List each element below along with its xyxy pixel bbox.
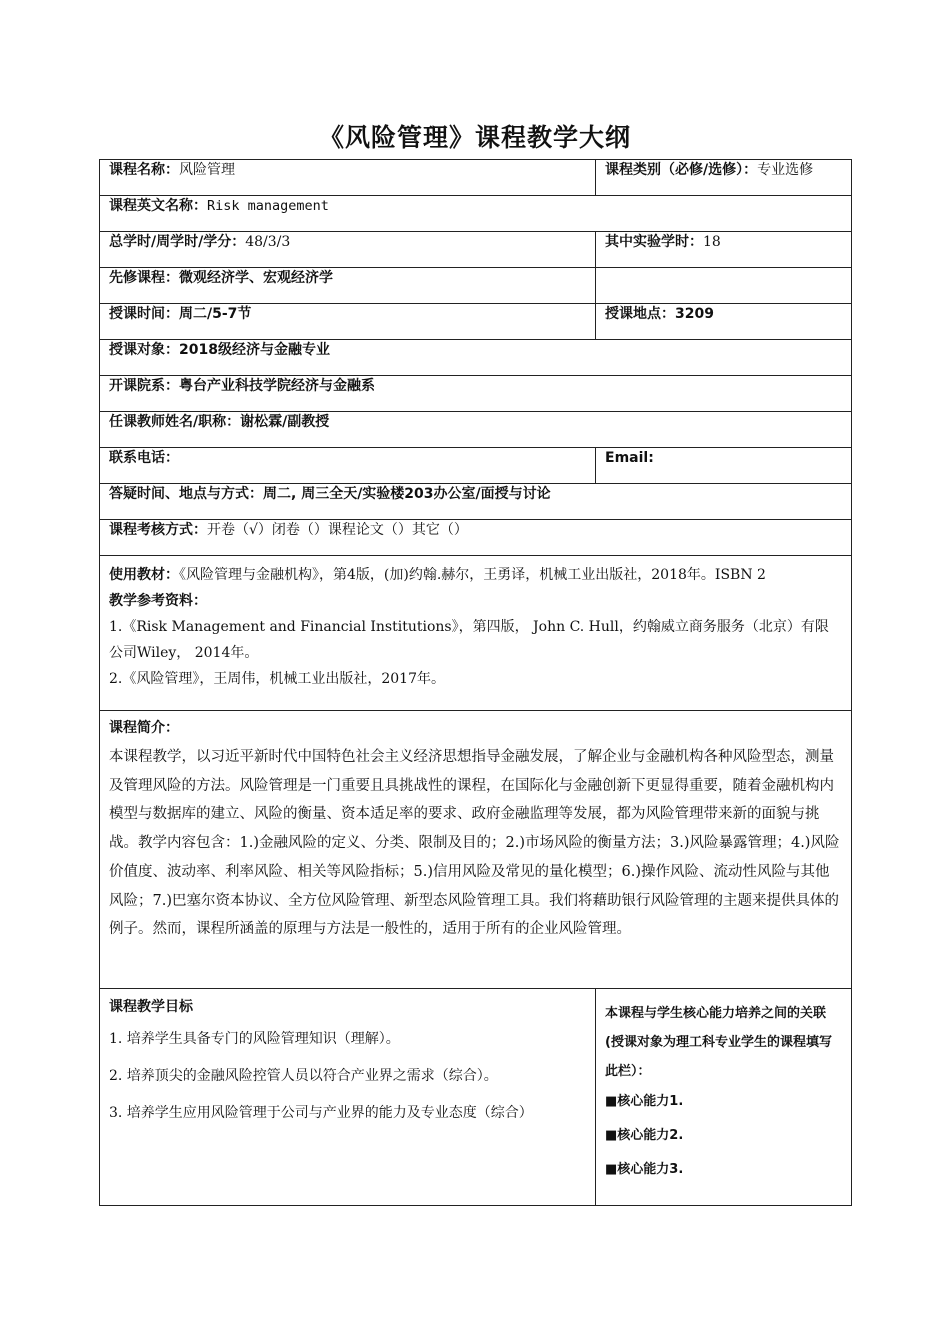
hours-value: 48/3/3 [245, 234, 291, 250]
cell-empty [596, 268, 852, 304]
cell-phone [100, 448, 596, 484]
audience-value: 2018级经济与金融专业 [179, 342, 330, 358]
ref-item: 2.《风险管理》，王周伟，机械工业出版社，2017年。 [109, 671, 445, 687]
row-intro [100, 711, 852, 989]
cell-english-name [100, 196, 852, 232]
cell-hours [100, 232, 596, 268]
cell-audience [100, 340, 852, 376]
cell-core-abilities [596, 989, 852, 1206]
teacher-value: 谢松霖/副教授 [240, 414, 330, 430]
row-course-name [100, 160, 852, 196]
core-abilities-label: 本课程与学生核心能力培养之间的关联(授课对象为理工科专业学生的课程填写此栏）： [605, 1006, 832, 1079]
cell-place [596, 304, 852, 340]
english-name-label: 课程英文名称： [109, 198, 207, 214]
cell-time [100, 304, 596, 340]
course-name-label: 课程名称： [109, 162, 179, 178]
row-books [100, 556, 852, 711]
time-value: 周二/5-7节 [179, 306, 252, 322]
place-value: 3209 [675, 306, 714, 322]
page-title: 《风险管理》课程教学大纲 [318, 123, 631, 152]
goal-item: 2. 培养顶尖的金融风险控管人员以符合产业界之需求（综合）。 [109, 1068, 498, 1084]
intro-label: 课程简介： [109, 720, 179, 736]
time-label: 授课时间： [109, 306, 179, 322]
row-time-place [100, 304, 852, 340]
cell-email [596, 448, 852, 484]
phone-label: 联系电话： [109, 450, 179, 466]
english-name-value: Risk management [207, 198, 329, 214]
core-ability-item: ■核心能力1. [605, 1094, 684, 1109]
cell-exam [100, 520, 852, 556]
row-english-name [100, 196, 852, 232]
office-value: 周二, 周三全天/实验楼203办公室/面授与讨论 [263, 486, 551, 502]
row-teacher [100, 412, 852, 448]
cell-goals [100, 989, 596, 1206]
cell-lab-hours [596, 232, 852, 268]
lab-hours-label: 其中实验学时： [605, 234, 703, 250]
textbook-line [109, 562, 842, 588]
intro-body: 本课程教学，以习近平新时代中国特色社会主义经济思想指导金融发展，了解企业与金融机构各种风险型态，测量及管理风险的方法。风险管理是一门重要且具挑战性的课程，在国际化与金融创新下更显得重要，随着金融机构内模型与数据库的建立、风险的衡量、资本适足率的要求、政府金融监理等发展，都为风险管理带来新的面貌与挑战。教学内容包含：1.)金融风险的定义、分类、限制及目的；2.)市场风险的衡量方法；3.)风险暴露管理；4.)风险价值度、波动率、利率风险、相关等风险指标；5.)信用风险及常见的量化模型；6.)操作风险、流动性风险与其他风险；7.)巴塞尔资本协议、全方位风险管理、新型态风险管理工具。我们将藉助银行风险管理的主题来提供具体的例子。然而，课程所涵盖的原理与方法是一般性的，适用于所有的企业风险管理。 [109, 749, 840, 938]
goal-item: 3. 培养学生应用风险管理于公司与产业界的能力及专业态度（综合） [109, 1105, 533, 1121]
row-department [100, 376, 852, 412]
cell-books [100, 556, 852, 711]
course-type-label: 课程类别（必修/选修）： [605, 162, 758, 178]
row-office-hours [100, 484, 852, 520]
teacher-label: 任课教师姓名/职称： [109, 414, 241, 430]
cell-intro [100, 711, 852, 989]
cell-department [100, 376, 852, 412]
core-ability-item: ■核心能力3. [605, 1162, 684, 1177]
lab-hours-value: 18 [703, 234, 721, 250]
course-type-value: 专业选修 [757, 162, 814, 178]
email-label: Email: [605, 450, 654, 466]
goal-item: 1. 培养学生具备专门的风险管理知识（理解）。 [109, 1031, 400, 1047]
ref-item: 1.《Risk Management and Financial Institutions》，第四版， John C. Hull，约翰威立商务服务（北京）有限公司Wiley， 2014年。 [109, 619, 829, 661]
exam-label: 课程考核方式： [109, 522, 207, 538]
prereq-label: 先修课程： [109, 270, 179, 286]
core-ability-item: ■核心能力2. [605, 1128, 684, 1143]
row-audience [100, 340, 852, 376]
row-contact [100, 448, 852, 484]
cell-prereq [100, 268, 596, 304]
refs-label: 教学参考资料： [109, 593, 207, 609]
row-hours [100, 232, 852, 268]
department-value: 粤台产业科技学院经济与金融系 [179, 378, 375, 394]
cell-teacher [100, 412, 852, 448]
department-label: 开课院系： [109, 378, 179, 394]
hours-label: 总学时/周学时/学分： [109, 234, 246, 250]
course-name-value: 风险管理 [179, 162, 235, 178]
place-label: 授课地点： [605, 306, 675, 322]
office-label: 答疑时间、地点与方式： [109, 486, 263, 502]
row-prereq [100, 268, 852, 304]
row-goals [100, 989, 852, 1206]
goals-label: 课程教学目标 [109, 999, 193, 1015]
cell-course-type [596, 160, 852, 196]
row-exam [100, 520, 852, 556]
syllabus-table [99, 159, 852, 1206]
cell-office-hours [100, 484, 852, 520]
audience-label: 授课对象： [109, 342, 179, 358]
textbook-value: 《风险管理与金融机构》，第4版，(加)约翰.赫尔，王勇译，机械工业出版社，2018年。ISBN 2 [179, 567, 766, 583]
prereq-value: 微观经济学、宏观经济学 [179, 270, 333, 286]
textbook-label: 使用教材： [109, 567, 179, 583]
exam-value: 开卷（√）闭卷（）课程论文（）其它（） [207, 522, 468, 538]
cell-course-name [100, 160, 596, 196]
